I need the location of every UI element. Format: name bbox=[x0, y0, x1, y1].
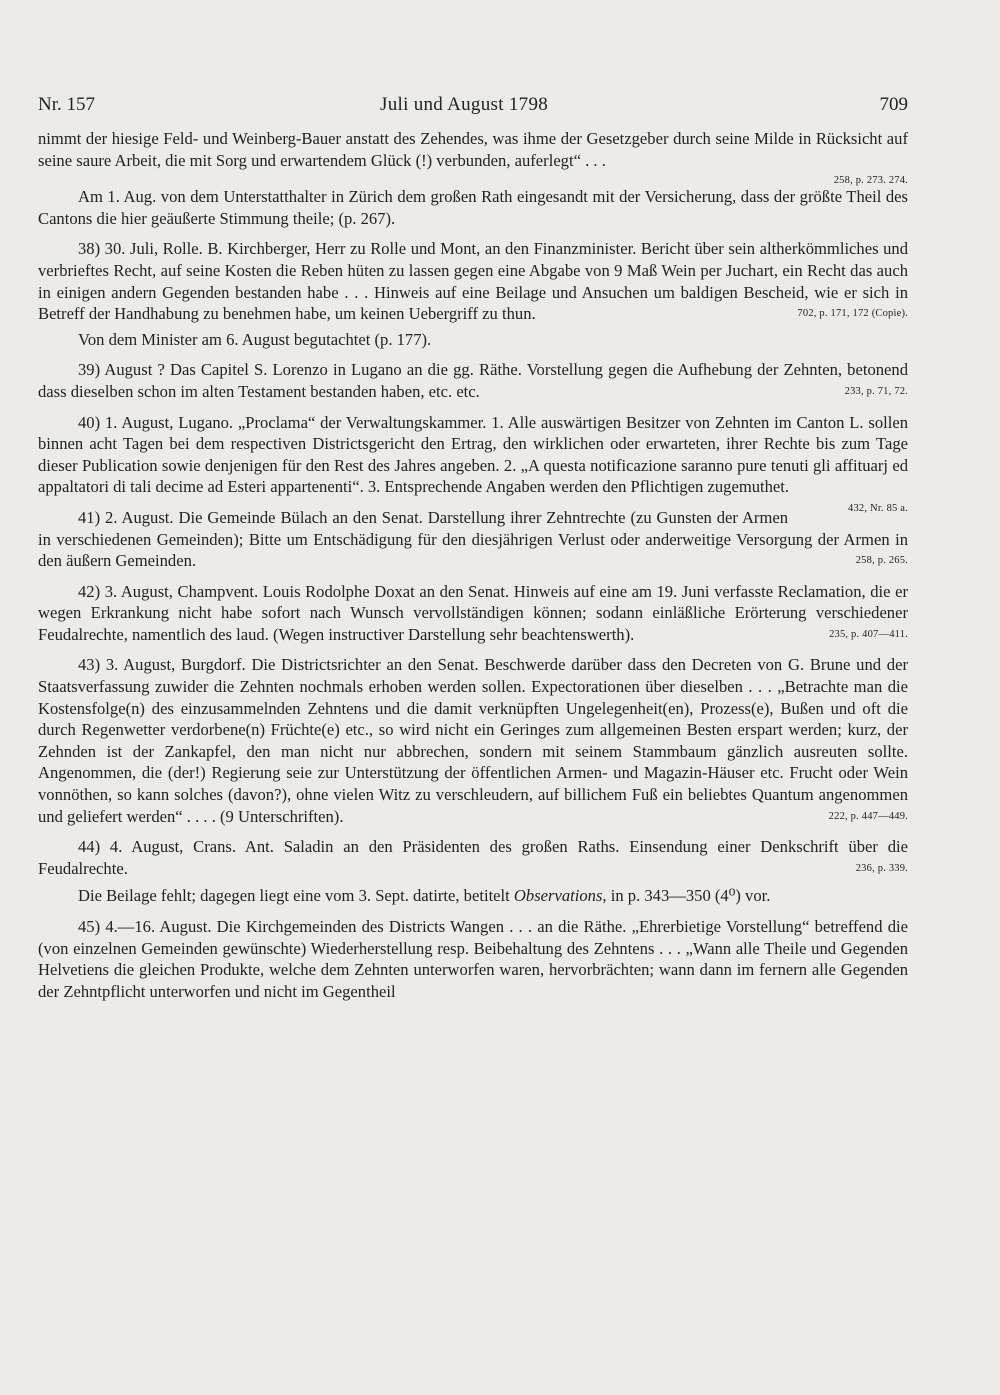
document-number: Nr. 157 bbox=[38, 94, 95, 115]
source-reference: 236, p. 339. bbox=[855, 862, 908, 874]
source-reference: 233, p. 71, 72. bbox=[844, 385, 908, 397]
source-reference: 235, p. 407—411. bbox=[829, 628, 908, 640]
source-reference-text: 258, p. 273. 274. bbox=[833, 175, 908, 187]
source-reference: 258, p. 265. bbox=[855, 555, 908, 567]
entry-42 bbox=[38, 581, 908, 646]
running-title: Juli und August 1798 bbox=[380, 94, 549, 115]
note-text-after: , in p. 343—350 (4⁰) vor. bbox=[602, 886, 771, 906]
entry-39 bbox=[38, 359, 908, 402]
entry-text: 43) 3. August, Burgdorf. Die Districtsrichter an den Senat. Beschwerde darüber dass den Decreten von G. Brune und der Staatsverfassung zuwider die Zehnten nochmals erhoben werden sollen. Expectorationen über dieselben . . . „Betrachte man die Kostensfolge(n) des einzusammelnden Zehntens und die damit verknüpften Ungelegenheit(en), Prozess(e), Bußen und oft die durch Regenwetter verdorbene(n) Früchte(e) etc., so wird nicht ein Geringes zum allgemeinen Besten erspart werden; kurz, der Zehnden ist der Zankapfel, den man nicht nur abbrechen, sondern mit seinem Stammbaum gänzlich ausreuten sollte. Angenommen, die (der!) Regierung seie zur Unterstützung der öffentlichen Armen- und Magazin-Häuser etc. Frucht oder Wein vonnöthen, so kann solches (davon?), ohne vielen Witz zu verschleudern, auf billichem Fuß ein beliebtes Quantum angenommen und geliefert werden“ . . . . (9 Unterschriften). bbox=[38, 655, 908, 826]
entry-43 bbox=[38, 654, 908, 827]
source-reference: 702, p. 171, 172 (Copie). bbox=[797, 308, 908, 320]
source-reference: 222, p. 447—449. bbox=[828, 810, 908, 822]
entry-text: 42) 3. August, Champvent. Louis Rodolphe Doxat an den Senat. Hinweis auf eine am 19. Juni verfasste Reclamation, die er wegen Erkrankung nicht habe sofort nach Wunsch vervollständigen können; sodann einläßliche Erörterung verschiedener Feudalrechte, namentlich des laud. (Wegen instructiver Darstellung sehr beachtenswerth). bbox=[38, 581, 908, 644]
paragraph-note: Am 1. Aug. von dem Unterstatthalter in Zürich dem großen Rath eingesandt mit der Versicherung, dass der größte Theil des Cantons die hier geäußerte Stimmung theile; (p. 267). bbox=[38, 187, 908, 228]
page-header bbox=[38, 94, 908, 120]
entry-38 bbox=[38, 238, 908, 324]
paragraph-continuation: nimmt der hiesige Feld- und Weinberg-Bauer anstatt des Zehendes, was ihme der Gesetzgeber durch seine Milde in Rücksicht auf seine saure Arbeit, die mit Sorg und erwartendem Glück (!) verbunden, auferlegt“ . . . bbox=[38, 129, 908, 170]
note-text-before: Die Beilage fehlt; dagegen liegt eine vom 3. Sept. datirte, betitelt bbox=[78, 886, 514, 906]
entry-text: 38) 30. Juli, Rolle. B. Kirchberger, Herr zu Rolle und Mont, an den Finanzminister. Bericht über sein altherkömmliches und verbrieftes Recht, auf seine Kosten die Reben hüten zu lassen gegen eine Abgabe von 9 Maß Wein per Juchart, ein Recht das auch in einigen andern Gegenden bestanden habe . . . Hinweis auf eine Beilage und Ansuchen um baldigen Bescheid, wie er sich in Betreff der Handhabung zu benehmen habe, um keinen Uebergriff zu thun. bbox=[38, 239, 908, 324]
source-reference bbox=[38, 170, 908, 186]
entry-40 bbox=[38, 412, 908, 514]
entry-text: 39) August ? Das Capitel S. Lorenzo in Lugano an die gg. Räthe. Vorstellung gegen die Aufhebung der Zehnten, betonend dass dieselben schon im alten Testament bestanden haben, etc. etc. bbox=[38, 360, 908, 401]
entry-text: 40) 1. August, Lugano. „Proclama“ der Verwaltungskammer. 1. Alle auswärtigen Besitzer von Zehnten im Canton L. sollen binnen acht Tagen bei dem respectiven Districtsgericht den Ertrag, den wirklichen oder erwarteten, ihrer Rechte bis zum Tage dieser Publication sowie denjenigen für den Rest des Jahres angeben. 2. „A questa notificazione saranno pure tenuti gli affituarj ed appaltatori di tali decime ad Esteri appartenenti“. 3. Entsprechende Angaben werden den Pflichtigen zugemuthet. bbox=[38, 412, 908, 497]
entry-text: 44) 4. August, Crans. Ant. Saladin an den Präsidenten des großen Raths. Einsendung einer Denkschrift über die Feudalrechte. bbox=[38, 837, 908, 878]
entry-41 bbox=[38, 507, 908, 572]
page-number: 709 bbox=[879, 94, 908, 115]
source-reference: 432, Nr. 85 a. bbox=[848, 502, 908, 514]
entry-text: 41) 2. August. Die Gemeinde Bülach an den Senat. Darstellung ihrer Zehntrechte (zu Gunsten der Armen in verschiedenen Gemeinden); Bitte um Entschädigung für den diesjährigen Verlust oder anderweitige Versorgung der Armen in den äußern Gemeinden. bbox=[38, 507, 908, 571]
paragraph-note bbox=[38, 885, 908, 907]
entry-45: 45) 4.—16. August. Die Kirchgemeinden des Districts Wangen . . . an die Räthe. „Ehrerbietige Vorstellung“ betreffend die (von einzelnen Gemeinden gewünschte) Wiederherstellung resp. Beibehaltung des Zehntens . . . „Wann alle Theile und Gegenden Helvetiens die gleichen Produkte, welche dem Zehnten unterworfen waren, hervorbrächten; wann dann im fernern alle Gegenden der Zehntpflicht unterworfen und nicht im Gegentheil bbox=[38, 917, 908, 1001]
page-body bbox=[38, 128, 908, 1002]
entry-44 bbox=[38, 836, 908, 879]
note-title-italic: Observations bbox=[513, 886, 603, 906]
paragraph-note: Von dem Minister am 6. August begutachtet (p. 177). bbox=[78, 329, 432, 349]
